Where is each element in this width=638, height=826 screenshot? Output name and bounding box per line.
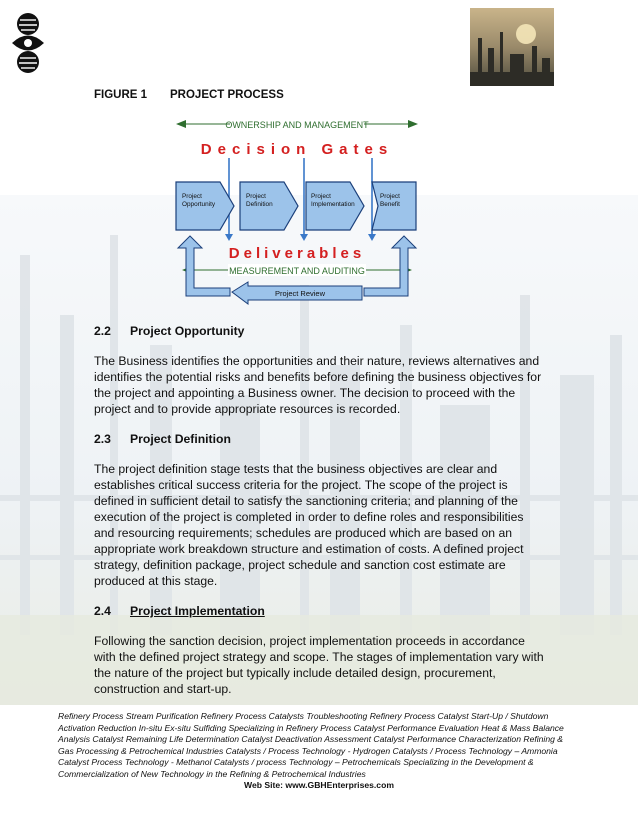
company-logo [8,8,48,78]
project-process-diagram [172,110,422,310]
figure-label: FIGURE 1 [94,89,148,101]
section-title: Project Opportunity [130,324,245,338]
section-number: 2.4 [94,604,111,618]
section-heading-project-opportunity [94,323,544,339]
stage-label-line-2: Definition [246,201,273,208]
section-title: Project Implementation [130,604,265,618]
section-paragraph: The Business identifies the opportunities and their nature, reviews alternatives and identifies the potential risks and benefits before defining the business objectives for the project and appointing a Business owner. The decision to proceed with the project and to provide appropriate resources is recorded. [94,354,542,416]
section-paragraph: Following the sanction decision, project implementation proceeds in accordance with the defined project strategy and scope. The stages of implementation vary with the nature of the project but typically include detailed design, procurement, construction and start-up. [94,634,544,696]
stage-project-opportunity [176,182,234,230]
section-heading-project-implementation [94,603,544,619]
stage-label: Project Opportunity [182,193,216,208]
section-number: 2.3 [94,432,111,446]
project-review-label: Project Review [274,289,326,298]
footer-keywords: Refinery Process Stream Purification Refinery Process Catalysts Troubleshooting Refinery Process Catalyst Start-Up / Shutdown Activation Reduction In-situ Ex-situ Sulfiding Specializing in Refinery Process Catalyst Performance Evaluation Heat & Mass Balance Analysis Catalyst Remaining Life Determination Catalyst Deactivation Assessment Catalyst Performance Characterization Refining & Gas Processing & Petrochemical Industries Catalysts / Process Technology - Hydrogen Catalysts / Process Technology – Ammonia Catalyst Process Technology - Methanol Catalysts / process Technology – Petrochemicals Specializing in the Development & Commercialization of New Technology in the Refining & Petrochemical Industries [58,711,564,779]
section-heading-project-definition [94,431,544,447]
stage-label-line-2: Benefit [380,201,400,208]
measurement-banner-label: MEASUREMENT AND AUDITING [229,266,365,276]
stage-project-benefit [372,182,416,230]
stage-label-line-2: Opportunity [182,201,216,208]
section-paragraph: The project definition stage tests that the business objectives are clear and establishes critical success criteria for the project. The scope of the project is defined in sufficient detail to satisfy the sanctioning criteria; and planning of the execution of the project is completed in order to define roles and responsibilities and resourcing requirements; schedules are produced which are based on an appropriate work breakdown structure and estimation of costs. A defined project strategy, definition package, project schedule and sanction cost estimate are produced at this stage. [94,462,524,588]
section-title: Project Definition [130,432,231,446]
section-number: 2.2 [94,324,111,338]
stage-label: Project Definition [246,193,273,208]
stage-label: Project Implementation [311,193,355,208]
deliverables-title: Deliverables [228,245,366,262]
stage-project-definition [240,182,298,230]
stage-project-implementation [306,182,364,230]
footer-website: Web Site: www.GBHEnterprises.com [244,780,394,790]
decision-gates-title: Decision Gates [200,141,394,158]
refinery-photo [470,8,554,86]
document-body [94,323,544,711]
ownership-banner-label: OWNERSHIP AND MANAGEMENT [225,120,369,130]
stage-label: Project Benefit [380,193,400,208]
figure-title: PROJECT PROCESS [170,89,284,101]
stage-label-line-2: Implementation [311,201,355,208]
